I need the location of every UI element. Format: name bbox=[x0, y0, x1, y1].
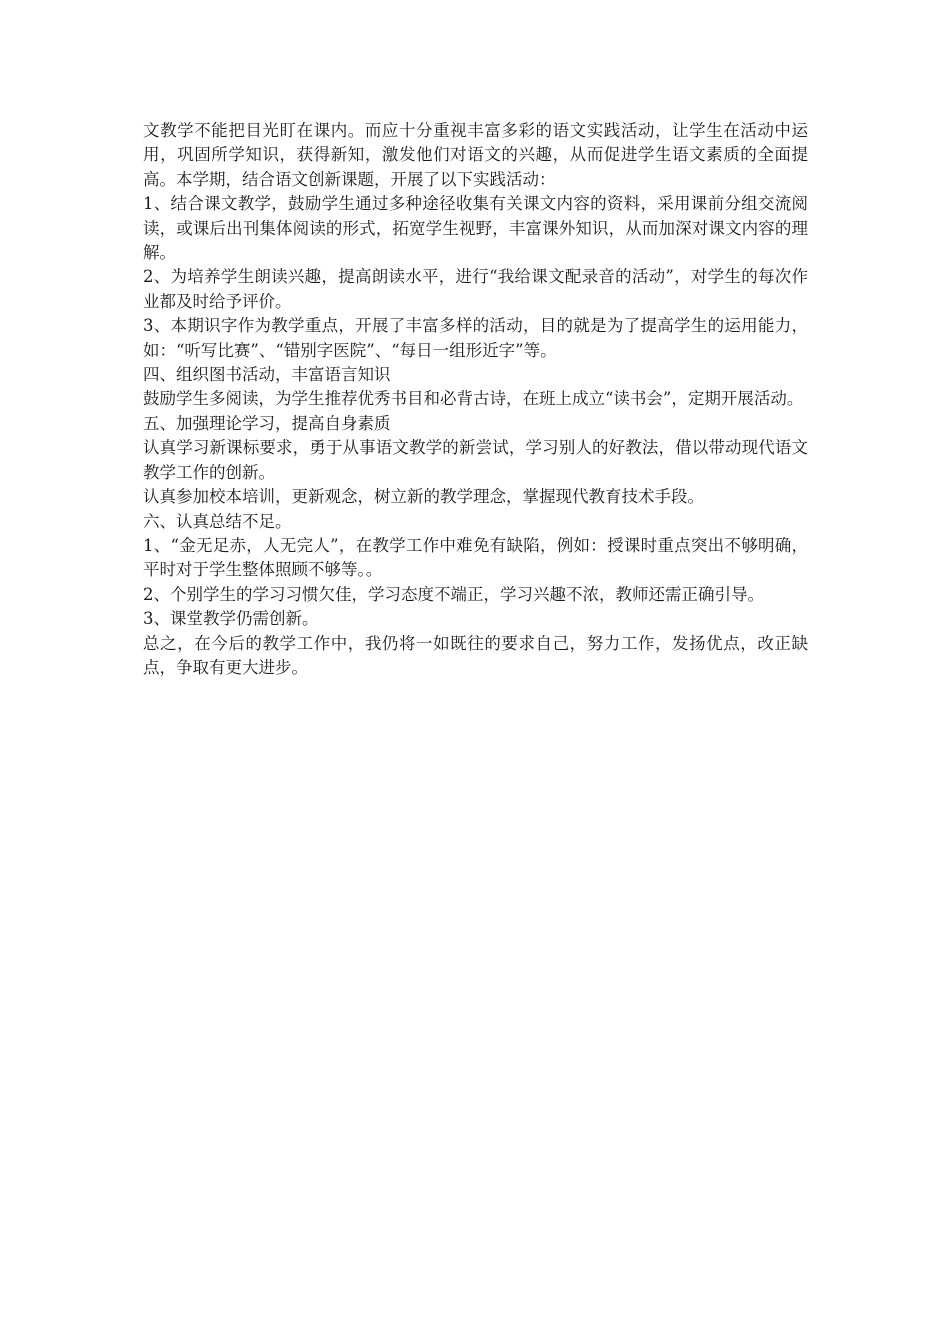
section-heading-4: 四、组织图书活动，丰富语言知识 bbox=[143, 365, 391, 385]
document-body bbox=[143, 119, 808, 680]
paragraph-item-1: 1、结合课文教学，鼓励学生通过多种途径收集有关课文内容的资料，采用课前分组交流阅读，或课后出刊集体阅读的形式，拓宽学生视野，丰富课外知识，从而加深对课文内容的理解。 bbox=[143, 194, 808, 263]
paragraph-conclusion: 总之，在今后的教学工作中，我仍将一如既往的要求自己，努力工作，发扬优点，改正缺点，争取有更大进步。 bbox=[143, 633, 808, 677]
paragraph-training: 认真参加校本培训，更新观念，树立新的教学理念，掌握现代教育技术手段。 bbox=[143, 487, 704, 507]
paragraph-intro: 文教学不能把目光盯在课内。而应十分重视丰富多彩的语文实践活动，让学生在活动中运用，巩固所学知识，获得新知，激发他们对语文的兴趣，从而促进学生语文素质的全面提高。本学期，结合语文创新课题，开展了以下实践活动： bbox=[143, 121, 808, 189]
paragraph-reading: 鼓励学生多阅读，为学生推荐优秀书目和必背古诗，在班上成立“读书会”，定期开展活动。 bbox=[143, 389, 804, 409]
section-heading-6: 六、认真总结不足。 bbox=[143, 511, 292, 531]
paragraph-shortcoming-3: 3、课堂教学仍需创新。 bbox=[143, 609, 319, 629]
paragraph-item-2: 2、为培养学生朗读兴趣，提高朗读水平，进行“我给课文配录音的活动”，对学生的每次作业都及时给予评价。 bbox=[143, 267, 808, 311]
section-heading-5: 五、加强理论学习，提高自身素质 bbox=[143, 413, 391, 433]
paragraph-study: 认真学习新课标要求，勇于从事语文教学的新尝试，学习别人的好教法，借以带动现代语文教学工作的创新。 bbox=[143, 438, 808, 482]
paragraph-item-3: 3、本期识字作为教学重点，开展了丰富多样的活动，目的就是为了提高学生的运用能力，如：“听写比赛”、“错别字医院”、“每日一组形近字”等。 bbox=[143, 316, 808, 360]
paragraph-shortcoming-2: 2、个别学生的学习习惯欠佳，学习态度不端正，学习兴趣不浓，教师还需正确引导。 bbox=[143, 584, 764, 604]
paragraph-shortcoming-1: 1、“金无足赤，人无完人”，在教学工作中难免有缺陷，例如：授课时重点突出不够明确，平时对于学生整体照顾不够等。。 bbox=[143, 535, 808, 580]
